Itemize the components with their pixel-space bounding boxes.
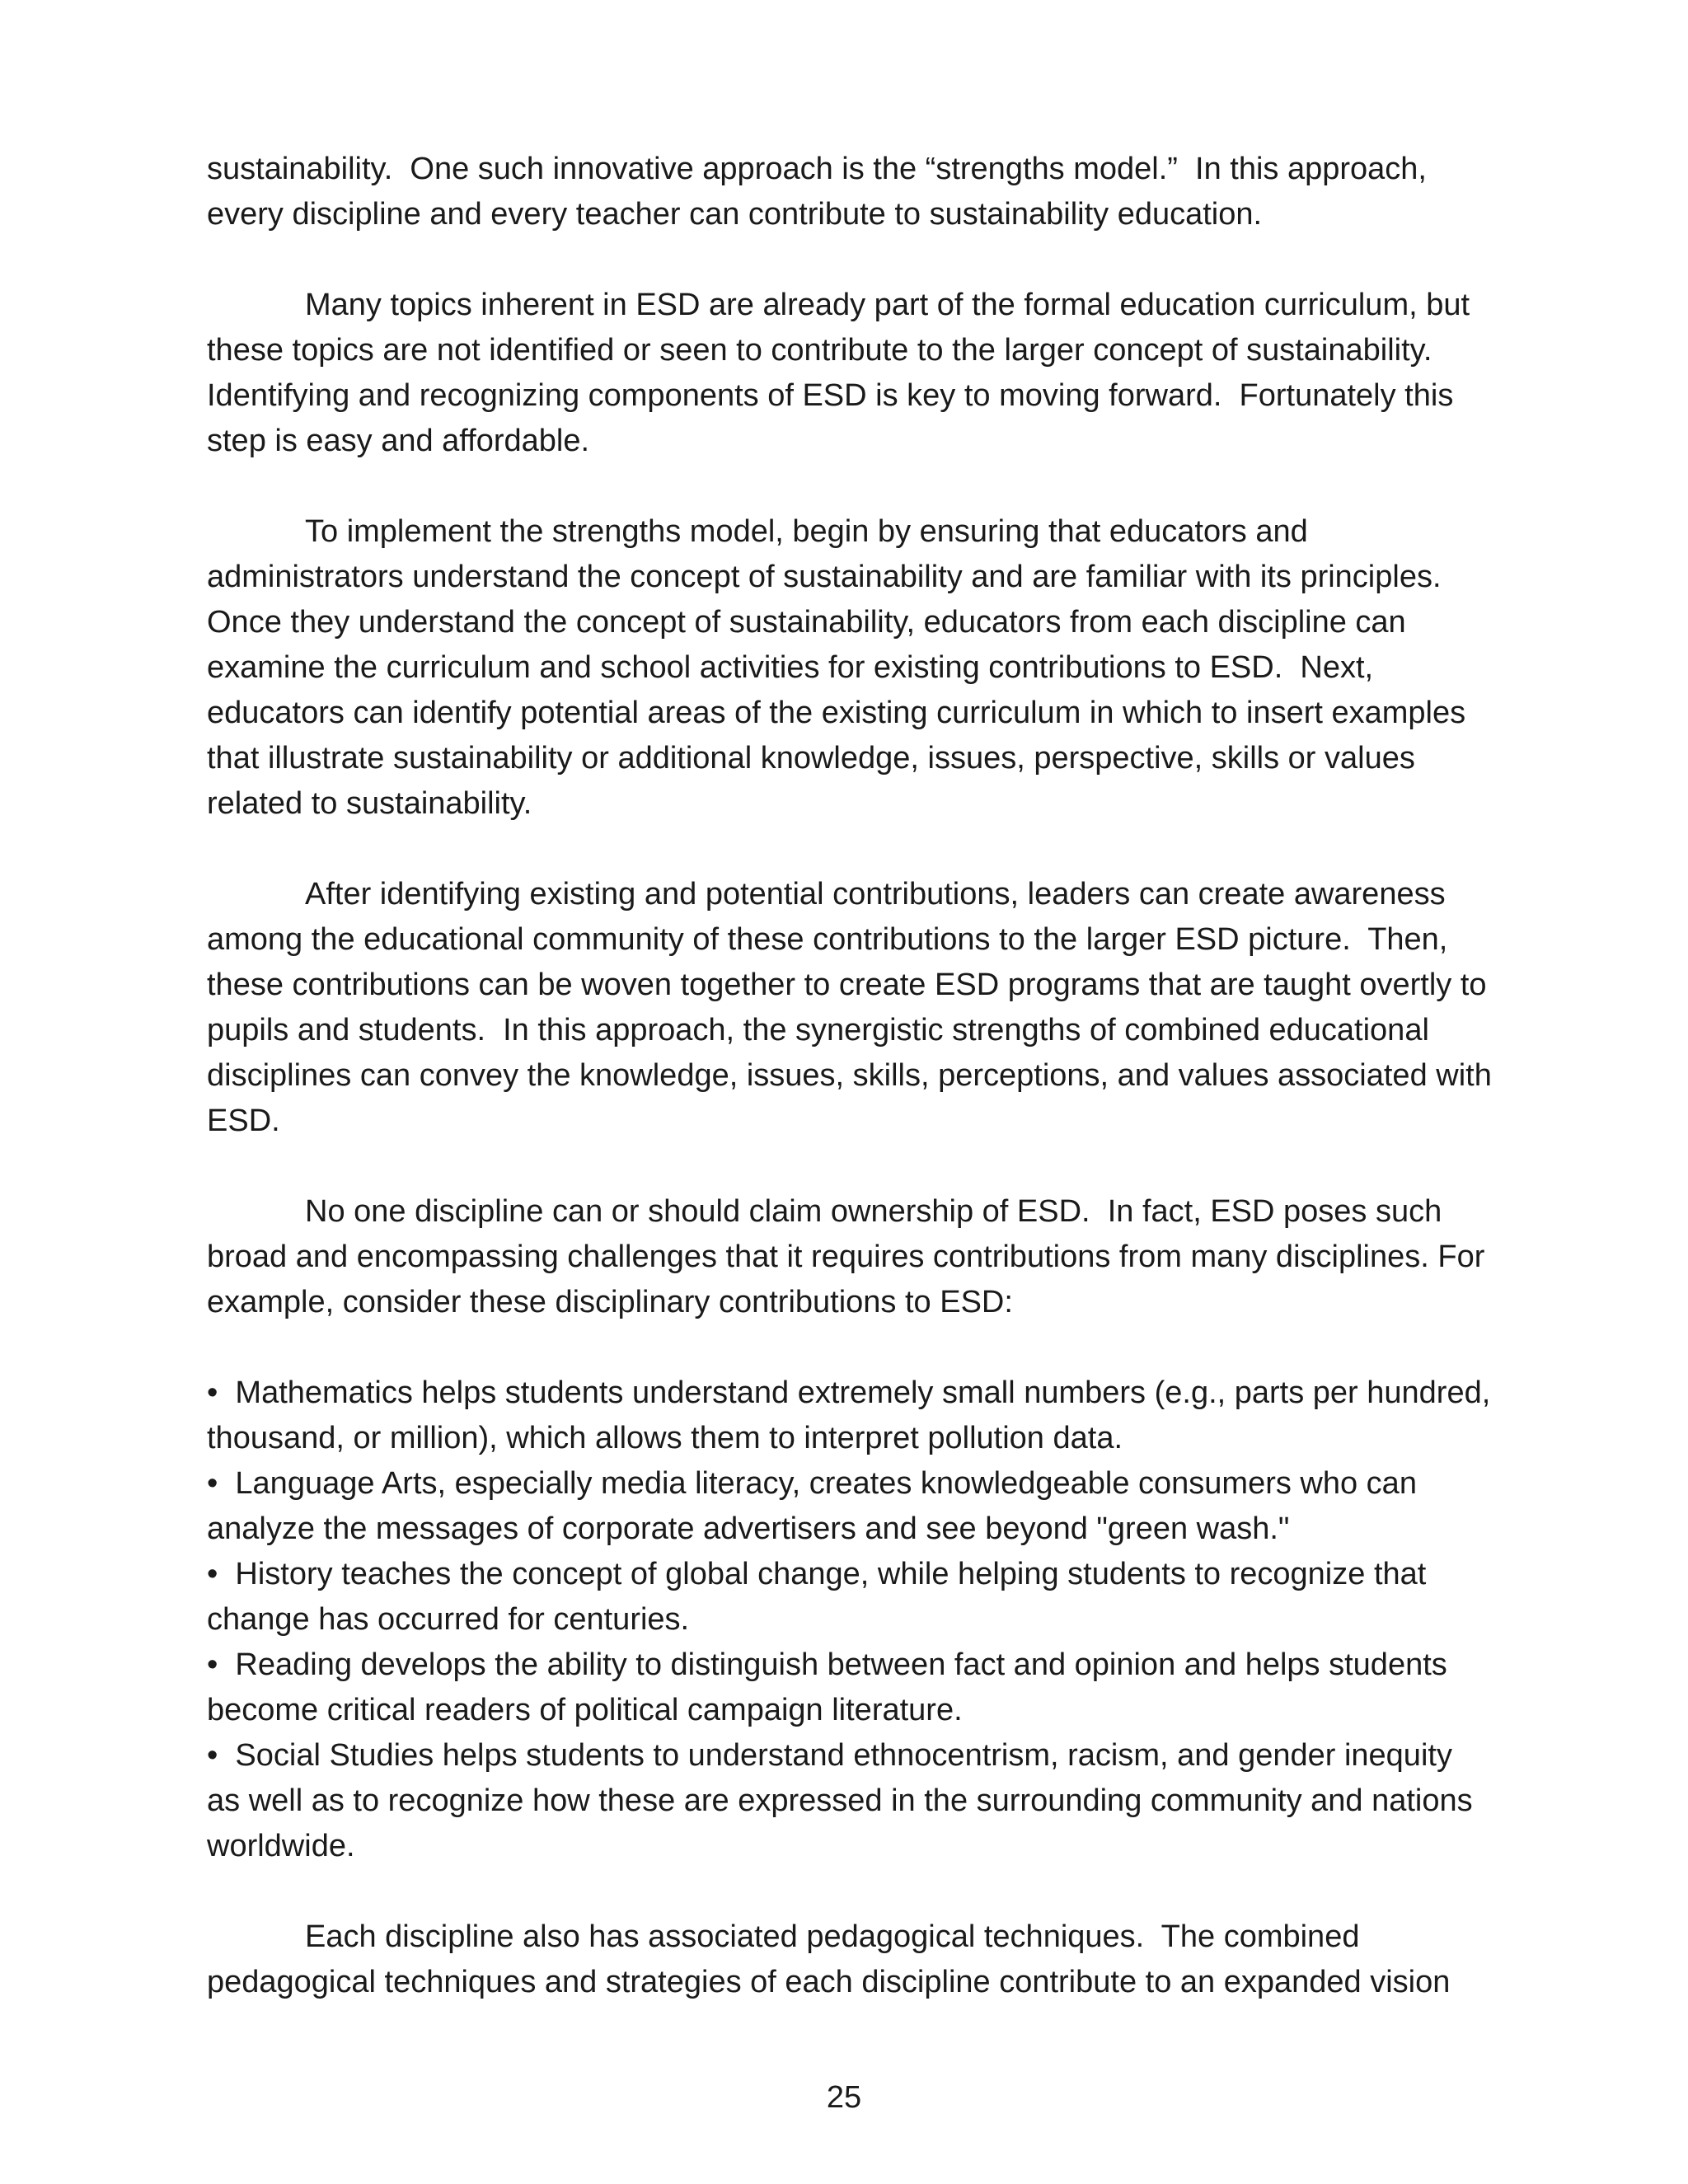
paragraph-continuation: sustainability. One such innovative approach is the “strengths model.” In this approach, every discipline and every teacher can contribute to sustainability education. <box>207 152 1436 232</box>
paragraph-no-ownership: No one discipline can or should claim ownership of ESD. In fact, ESD poses such broad and encompassing challenges that it requires contributions from many disciplines. For example, consider these disciplinary contributions to ESD: <box>207 1194 1493 1319</box>
paragraph-create-awareness: After identifying existing and potential contributions, leaders can create awareness among the educational community of these contributions to the larger ESD picture. Then, these contributions can be woven together to create ESD programs that are taught overtly to pupils and students. In this approach, the synergistic strengths of combined educational disciplines can convey the knowledge, issues, skills, perceptions, and values associated with ESD. <box>207 877 1501 1138</box>
list-item-mathematics: • Mathematics helps students understand extremely small numbers (e.g., parts per hundred, thousand, or million), which allows them to interpret pollution data. <box>207 1376 1499 1455</box>
paragraph-pedagogical-techniques: Each discipline also has associated pedagogical techniques. The combined pedagogical techniques and strategies of each discipline contribute to an expanded vision <box>207 1919 1451 1999</box>
list-item-social-studies: • Social Studies helps students to understand ethnocentrism, racism, and gender inequity as well as to recognize how these are expressed in the surrounding community and nations worldwide. <box>207 1738 1482 1863</box>
paragraph-implement-strengths-model: To implement the strengths model, begin by ensuring that educators and administrators understand the concept of sustainability and are familiar with its principles. Once they understand the concept of sustainability, educators from each discipline can examine the curriculum and school activities for existing contributions to ESD. Next, educators can identify potential areas of the existing curriculum in which to insert examples that illustrate sustainability or additional knowledge, issues, perspective, skills or values related to sustainability. <box>207 514 1475 821</box>
body-text <box>207 147 1501 2050</box>
page-number: 25 <box>826 2080 862 2115</box>
list-item-reading: • Reading develops the ability to distinguish between fact and opinion and helps students become critical readers of political campaign literature. <box>207 1647 1456 1727</box>
discipline-contributions-list <box>207 1371 1499 1869</box>
paragraph-esd-topics: Many topics inherent in ESD are already part of the formal education curriculum, but these topics are not identified or seen to contribute to the larger concept of sustainability. Identifying and recognizing components of ESD is key to moving forward. Fortunately this step is easy and affordable. <box>207 288 1479 458</box>
list-item-language-arts: • Language Arts, especially media literacy, creates knowledgeable consumers who can analyze the messages of corporate advertisers and see beyond "green wash." <box>207 1466 1426 1546</box>
list-item-history: • History teaches the concept of global change, while helping students to recognize that change has occurred for centuries. <box>207 1557 1435 1637</box>
